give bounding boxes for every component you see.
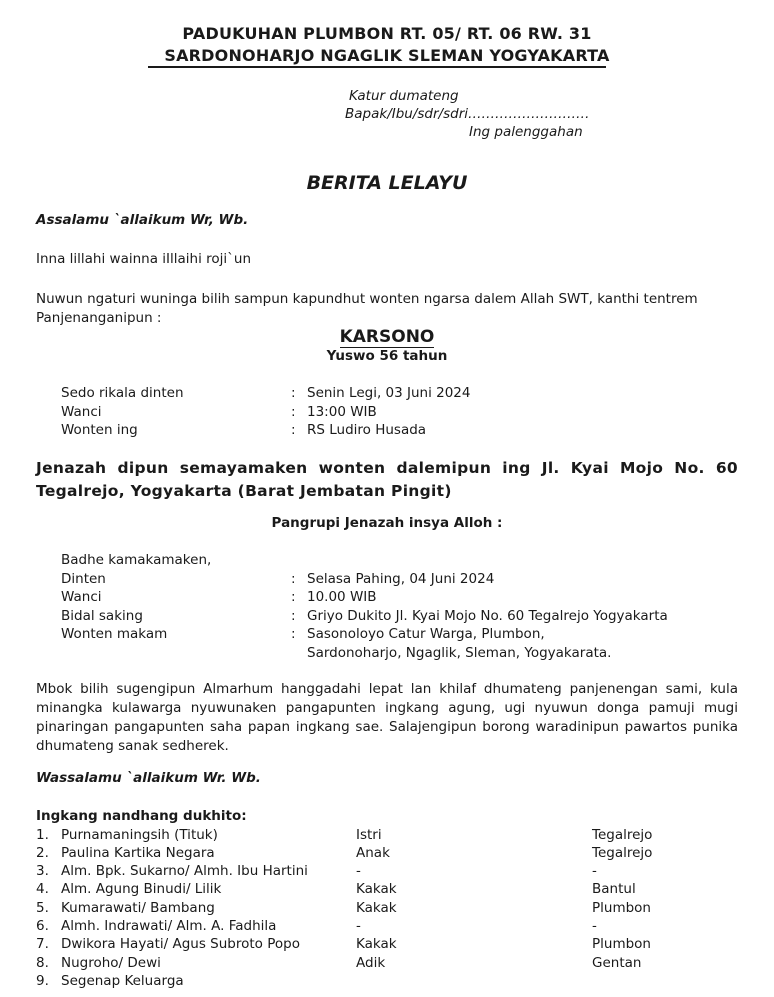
- list-item-name: Dwikora Hayati/ Agus Subroto Popo: [61, 936, 300, 952]
- closing-greeting: Wassalamu `allaikum Wr. Wb.: [36, 770, 261, 786]
- opening-greeting: Assalamu `allaikum Wr, Wb.: [36, 212, 249, 228]
- deceased-name: [0, 327, 774, 347]
- list-item-place: Plumbon: [592, 936, 651, 952]
- list-item-relation: Anak: [356, 845, 390, 861]
- deceased-age: Yuswo 56 tahun: [326, 348, 448, 364]
- list-item-name: Paulina Kartika Negara: [61, 845, 215, 861]
- deceased-name-text: KARSONO: [339, 327, 435, 347]
- colon: :: [291, 404, 296, 420]
- mourners-heading: Ingkang nandhang dukhito:: [36, 808, 247, 824]
- letterhead-underline: [148, 66, 606, 68]
- letterhead-line-1: PADUKUHAN PLUMBON RT. 05/ RT. 06 RW. 31: [182, 24, 592, 43]
- list-item-place: Bantul: [592, 881, 636, 897]
- list-item-number: 7.: [36, 936, 49, 952]
- list-item-name: Alm. Bpk. Sukarno/ Almh. Ibu Hartini: [61, 863, 308, 879]
- burial-detail-value: Selasa Pahing, 04 Juni 2024: [307, 571, 495, 587]
- burial-detail-label: Dinten: [61, 571, 106, 587]
- list-item-relation: Istri: [356, 827, 382, 843]
- list-item-name: Almh. Indrawati/ Alm. A. Fadhila: [61, 918, 277, 934]
- laid-in-state-notice: Jenazah dipun semayamaken wonten dalemipun ing Jl. Kyai Mojo No. 60 Tegalrejo, Yogyakarta (Barat Jembatan Pingit): [36, 459, 738, 500]
- burial-detail-label: Bidal saking: [61, 608, 143, 624]
- list-item-number: 8.: [36, 955, 49, 971]
- document-title: BERITA LELAYU: [306, 172, 468, 194]
- list-item-number: 9.: [36, 973, 49, 989]
- colon: :: [291, 571, 296, 587]
- list-item-place: Tegalrejo: [592, 845, 653, 861]
- death-detail-label: Sedo rikala dinten: [61, 385, 184, 401]
- addressee-line-1: Katur dumateng: [349, 88, 459, 104]
- list-item-name: Segenap Keluarga: [61, 973, 184, 989]
- death-detail-label: Wonten ing: [61, 422, 138, 438]
- addressee-line-3: Ing palenggahan: [469, 124, 583, 140]
- death-detail-value: 13:00 WIB: [307, 404, 377, 420]
- colon: :: [291, 626, 296, 642]
- list-item-number: 1.: [36, 827, 49, 843]
- burial-intro: Badhe kamakamaken,: [61, 552, 212, 568]
- list-item-place: -: [592, 863, 597, 879]
- closing-paragraph: Mbok bilih sugengipun Almarhum hanggadahi lepat lan khilaf dhumateng panjenengan sami, kula minangka kulawarga nyuwunaken pangapunten ingkang agung, ugi nyuwun donga pamuji mugi pinaringan pangapunten saha papan ingkang sae. Salajengipun borong waradinipun pawartos punika dhumateng sanak sedherek.: [36, 681, 738, 754]
- intro-paragraph: Nuwun ngaturi wuninga bilih sampun kapundhut wonten ngarsa dalem Allah SWT, kanthi tentrem Panjenanganipun :: [36, 291, 698, 326]
- burial-detail-label: Wonten makam: [61, 626, 168, 642]
- list-item-number: 6.: [36, 918, 49, 934]
- list-item-number: 4.: [36, 881, 49, 897]
- burial-heading: Pangrupi Jenazah insya Alloh :: [271, 515, 503, 531]
- list-item-name: Kumarawati/ Bambang: [61, 900, 215, 916]
- burial-detail-value: Sasonoloyo Catur Warga, Plumbon,: [307, 626, 545, 642]
- list-item-relation: Kakak: [356, 900, 397, 916]
- list-item-number: 5.: [36, 900, 49, 916]
- colon: :: [291, 608, 296, 624]
- colon: :: [291, 385, 296, 401]
- colon: :: [291, 422, 296, 438]
- list-item-name: Nugroho/ Dewi: [61, 955, 161, 971]
- list-item-name: Purnamaningsih (Tituk): [61, 827, 218, 843]
- letterhead-line-2: SARDONOHARJO NGAGLIK SLEMAN YOGYAKARTA: [164, 46, 610, 65]
- list-item-name: Alm. Agung Binudi/ Lilik: [61, 881, 222, 897]
- list-item-place: Plumbon: [592, 900, 651, 916]
- death-detail-value: RS Ludiro Husada: [307, 422, 427, 438]
- addressee-line-2: Bapak/Ibu/sdr/sdri………………………: [345, 106, 590, 122]
- list-item-relation: Kakak: [356, 881, 397, 897]
- list-item-place: Gentan: [592, 955, 642, 971]
- list-item-relation: Adik: [356, 955, 386, 971]
- list-item-number: 2.: [36, 845, 49, 861]
- inna-lillahi: Inna lillahi wainna iIllaihi roji`un: [36, 251, 252, 267]
- colon: :: [291, 589, 296, 605]
- burial-detail-value: 10.00 WIB: [307, 589, 377, 605]
- burial-detail-value: Griyo Dukito Jl. Kyai Mojo No. 60 Tegalrejo Yogyakarta: [307, 608, 668, 624]
- list-item-place: -: [592, 918, 597, 934]
- list-item-relation: -: [356, 918, 361, 934]
- burial-detail-label: Wanci: [61, 589, 102, 605]
- death-detail-label: Wanci: [61, 404, 102, 420]
- list-item-number: 3.: [36, 863, 49, 879]
- list-item-relation: Kakak: [356, 936, 397, 952]
- list-item-relation: -: [356, 863, 361, 879]
- death-detail-value: Senin Legi, 03 Juni 2024: [307, 385, 471, 401]
- list-item-place: Tegalrejo: [592, 827, 653, 843]
- burial-detail-value-continuation: Sardonoharjo, Ngaglik, Sleman, Yogyakarata.: [307, 645, 612, 661]
